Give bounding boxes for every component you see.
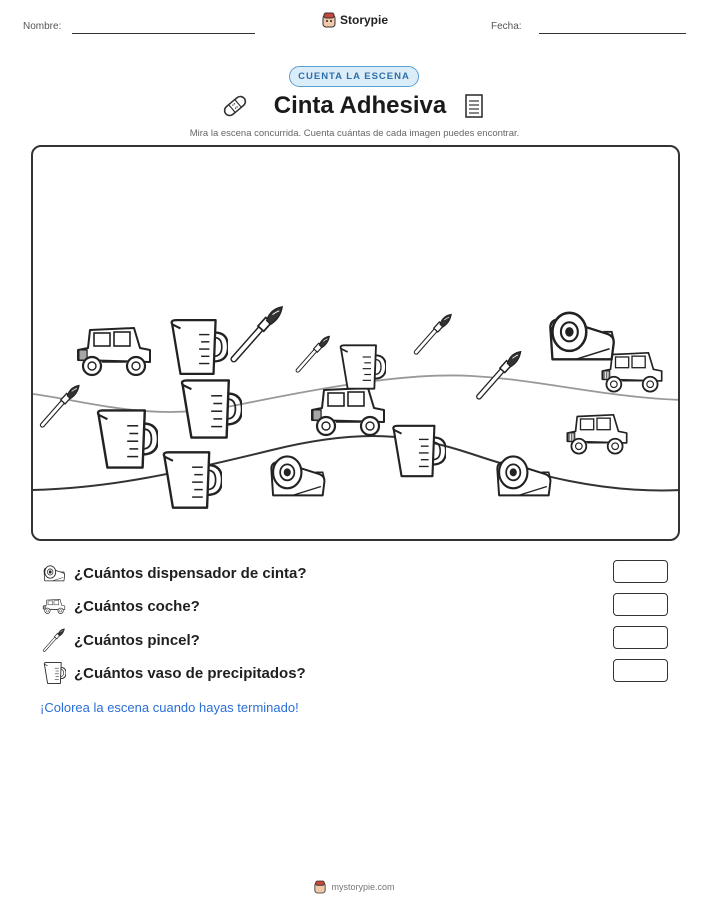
paintbrush: [42, 385, 79, 425]
beaker: [341, 345, 386, 388]
name-field-line[interactable]: [72, 33, 255, 34]
tape-dispenser-icon: [42, 563, 66, 583]
question-row: [42, 628, 200, 652]
beaker: [172, 320, 228, 374]
question-row: [42, 594, 200, 618]
notepad-icon: [463, 93, 485, 119]
car-icon: [42, 596, 66, 616]
answer-box-paintbrush[interactable]: [613, 626, 668, 649]
question-text: ¿Cuántos dispensador de cinta?: [74, 564, 307, 582]
paintbrush: [416, 314, 451, 352]
brand-name: Storypie: [340, 13, 389, 27]
counting-scene: [31, 145, 680, 541]
beaker: [182, 380, 242, 437]
brand-logo: [322, 12, 388, 28]
name-label: Nombre:: [23, 21, 62, 32]
activity-badge: CUENTA LA ESCENA: [289, 66, 419, 87]
paintbrush: [298, 336, 330, 370]
date-field-line[interactable]: [539, 33, 686, 34]
paintbrush: [234, 307, 282, 359]
date-label: Fecha:: [491, 21, 522, 32]
car: [567, 415, 626, 454]
question-row: [42, 661, 306, 685]
answer-box-car[interactable]: [613, 593, 668, 616]
answer-box-tape[interactable]: [613, 560, 668, 583]
paintbrush-icon: [42, 628, 66, 652]
beaker: [98, 410, 158, 467]
storypie-mascot-icon: [322, 12, 336, 28]
paintbrush: [479, 352, 521, 397]
storypie-mascot-icon: [314, 880, 326, 894]
footer-url[interactable]: mystorypie.com: [331, 882, 395, 892]
car: [312, 388, 384, 435]
question-text: ¿Cuántos coche?: [74, 597, 200, 615]
beaker: [393, 426, 446, 476]
beaker-icon: [42, 661, 66, 685]
tape-dispenser: [550, 313, 613, 360]
instructions: Mira la escena concurrida. Cuenta cuántas de cada imagen puedes encontrar.: [189, 128, 520, 139]
question-text: ¿Cuántos pincel?: [74, 631, 200, 649]
footer: [0, 880, 709, 894]
tape-dispenser: [271, 456, 324, 495]
question-text: ¿Cuántos vaso de precipitados?: [74, 664, 306, 682]
question-row: [42, 561, 307, 585]
car: [78, 328, 150, 375]
beaker: [164, 452, 222, 507]
tape-dispenser: [497, 456, 550, 495]
coloring-note: ¡Colorea la escena cuando hayas terminado!: [40, 700, 299, 715]
page-title: Cinta Adhesiva: [273, 92, 447, 119]
answer-box-beaker[interactable]: [613, 659, 668, 682]
